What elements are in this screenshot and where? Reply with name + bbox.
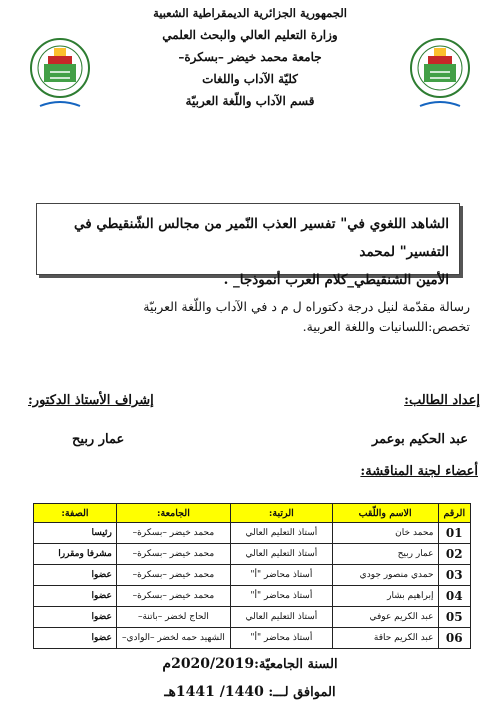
member-name: عمار ربيح — [332, 544, 438, 565]
member-num: 03 — [438, 565, 470, 586]
col-num-header: الرقم — [438, 504, 470, 523]
member-name: عبد الكريم عوفي — [332, 607, 438, 628]
table-row — [34, 607, 471, 628]
supervisor-name: عمار ربيح — [72, 432, 125, 447]
table-row — [34, 523, 471, 544]
thesis-title-line2: الأمين الشنقيطي_كلام العرب أنموذجا_ . — [223, 272, 449, 288]
member-role: عضوا — [34, 586, 117, 607]
col-uni-header: الجامعة: — [116, 504, 230, 523]
member-name: عبد الكريم حاقة — [332, 628, 438, 649]
member-rank: أستاذ محاضر "أ" — [231, 586, 333, 607]
thesis-title-line1: الشاهد اللغوي في" تفسير العذب النّمير من مجالس الشّنقيطي في التفسير" لمحمد — [73, 216, 449, 260]
thesis-degree: رسالة مقدّمة لنيل درجة دكتوراه ل م د في الآداب واللّغة العربيّة — [143, 299, 470, 314]
col-role-header: الصفة: — [34, 504, 117, 523]
member-num: 04 — [438, 586, 470, 607]
committee-label: أعضاء لجنة المناقشة: — [360, 464, 478, 479]
member-role: عضوا — [34, 628, 117, 649]
member-university: محمد خيضر –بسكرة– — [116, 586, 230, 607]
table-row — [34, 565, 471, 586]
member-role: عضوا — [34, 565, 117, 586]
member-university: محمد خيضر –بسكرة– — [116, 544, 230, 565]
member-num: 01 — [438, 523, 470, 544]
member-rank: أستاذ التعليم العالي — [231, 544, 333, 565]
header-line-university: جامعة محمد خيضر –بسكرة– — [178, 50, 322, 64]
table-row — [34, 544, 471, 565]
university-logo-left — [28, 34, 92, 118]
committee-table — [33, 503, 471, 649]
member-role: عضوا — [34, 607, 117, 628]
member-num: 05 — [438, 607, 470, 628]
member-university: محمد خيضر –بسكرة– — [116, 565, 230, 586]
committee-table-header — [34, 504, 471, 523]
academic-year-label: السنة الجامعيّة: — [254, 657, 338, 672]
member-num: 06 — [438, 628, 470, 649]
col-name-header: الاسم واللّقب — [332, 504, 438, 523]
student-label: إعداد الطالب: — [404, 393, 480, 408]
hijri-year-label: الموافق لـــ: — [268, 685, 336, 700]
thesis-title-box — [36, 203, 460, 288]
student-name: عبد الحكيم بوعمر — [371, 432, 468, 447]
member-university: الحاج لخضر –باتنة– — [116, 607, 230, 628]
header-line-ministry: وزارة التعليم العالي والبحث العلمي — [162, 28, 338, 42]
member-num: 02 — [438, 544, 470, 565]
member-university: محمد خيضر –بسكرة– — [116, 523, 230, 544]
member-rank: أستاذ محاضر "أ" — [231, 565, 333, 586]
member-name: إبراهيم بشار — [332, 586, 438, 607]
thesis-specialty: تخصص:اللسانيات واللغة العربية. — [302, 319, 470, 334]
member-role: مشرفا ومقررا — [34, 544, 117, 565]
table-row — [34, 628, 471, 649]
table-row — [34, 586, 471, 607]
header-line-republic: الجمهورية الجزائرية الديمقراطية الشعبية — [153, 6, 347, 20]
member-rank: أستاذ التعليم العالي — [231, 607, 333, 628]
header-line-department: قسم الآداب واللّغة العربيّة — [185, 94, 315, 108]
member-name: محمد خان — [332, 523, 438, 544]
member-university: الشهيد حمه لخضر –الوادي– — [116, 628, 230, 649]
member-rank: أستاذ محاضر "أ" — [231, 628, 333, 649]
academic-year — [0, 656, 500, 672]
university-logo-right — [408, 34, 472, 118]
col-rank-header: الرتبة: — [231, 504, 333, 523]
academic-year-value: 2020/2019م — [162, 656, 255, 672]
hijri-year — [0, 684, 500, 700]
supervisor-label: إشراف الأستاذ الدكتور: — [28, 393, 154, 408]
member-name: حمدي منصور جودي — [332, 565, 438, 586]
member-rank: أستاذ التعليم العالي — [231, 523, 333, 544]
hijri-year-value: 1440/ 1441هـ — [164, 684, 264, 700]
header-line-faculty: كليّة الآداب واللغات — [202, 72, 298, 86]
member-role: رئيسا — [34, 523, 117, 544]
thesis-description — [0, 297, 470, 337]
